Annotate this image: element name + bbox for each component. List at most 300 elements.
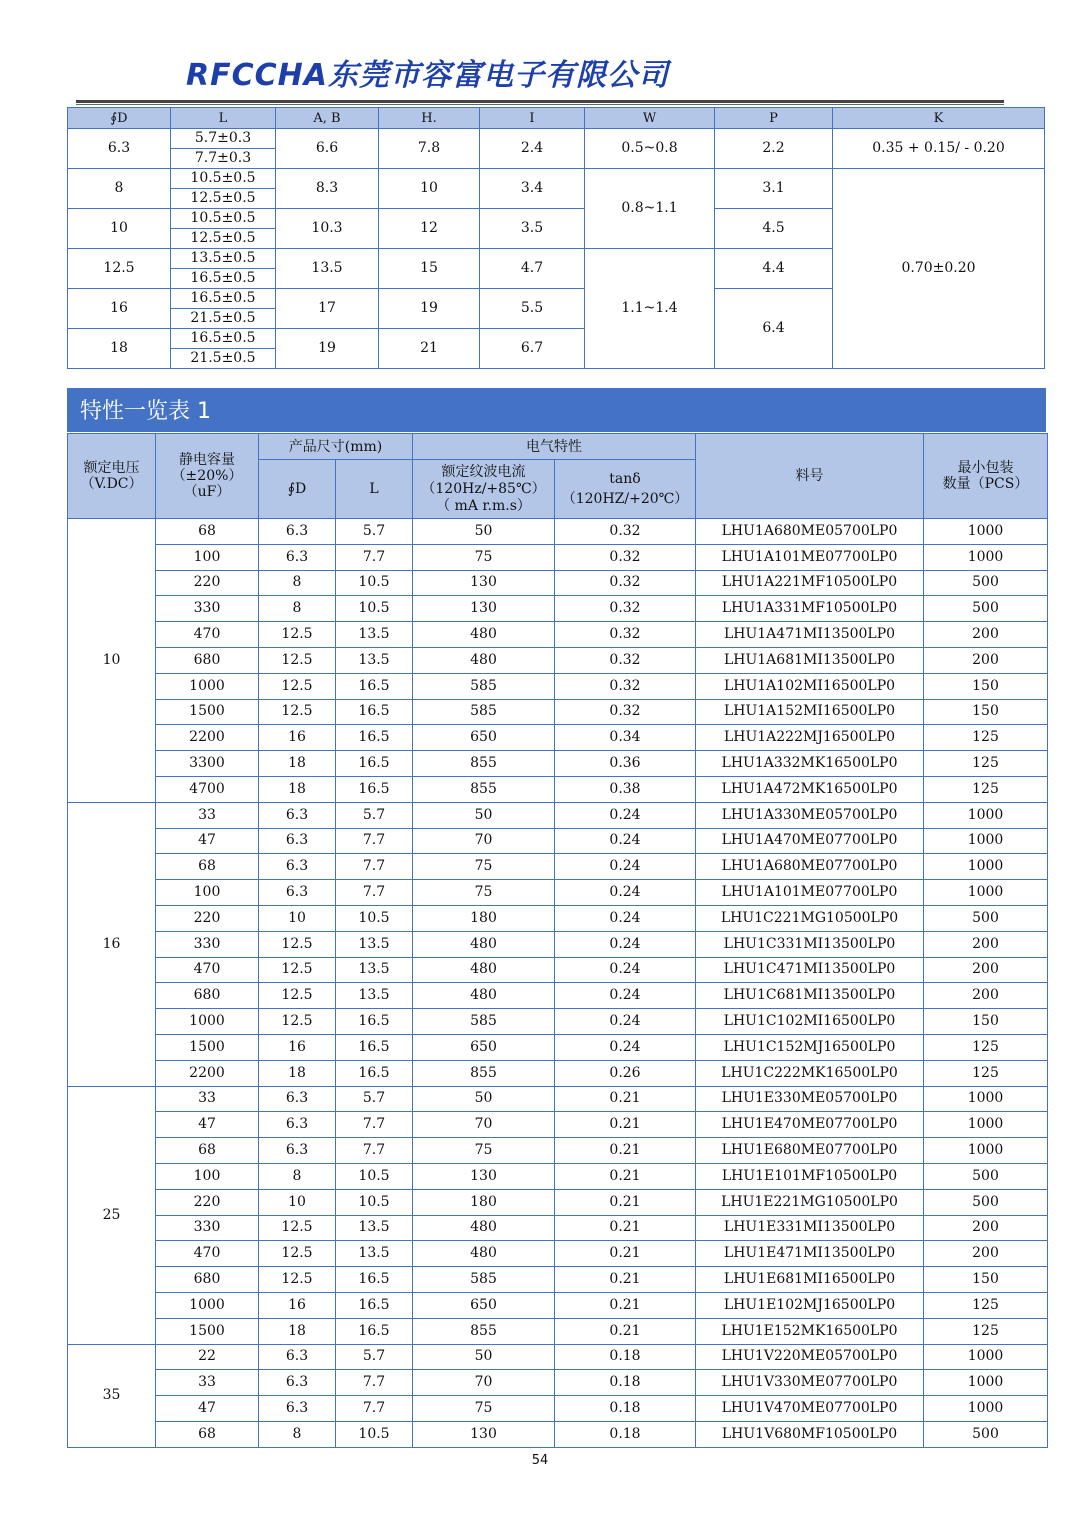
part-number-cell: LHU1E330ME05700LP0 xyxy=(696,1086,924,1112)
diameter-cell: 8 xyxy=(68,169,171,209)
pack-qty-cell: 500 xyxy=(924,1189,1048,1215)
table-row xyxy=(68,828,1048,854)
spec-body xyxy=(68,519,1048,1448)
i-cell: 2.4 xyxy=(480,129,585,169)
tan-cell: 0.24 xyxy=(555,1009,696,1035)
table-row xyxy=(68,1034,1048,1060)
part-number-cell: LHU1C681MI13500LP0 xyxy=(696,983,924,1009)
pack-qty-cell: 1000 xyxy=(924,880,1048,906)
table-row xyxy=(68,544,1048,570)
tan-cell: 0.21 xyxy=(555,1215,696,1241)
p-cell: 6.4 xyxy=(715,289,833,369)
tan-cell: 0.24 xyxy=(555,828,696,854)
diameter-cell: 12.5 xyxy=(68,249,171,289)
ripple-cell: 50 xyxy=(413,519,555,545)
pack-qty-cell: 1000 xyxy=(924,544,1048,570)
diameter-cell: 12.5 xyxy=(259,1241,336,1267)
ripple-cell: 585 xyxy=(413,1009,555,1035)
length-cell: 13.5 xyxy=(336,1241,413,1267)
length-cell: 5.7 xyxy=(336,1086,413,1112)
header-line: （±20%） xyxy=(171,468,243,484)
table-row xyxy=(68,1112,1048,1138)
capacitance-cell: 680 xyxy=(156,1267,259,1293)
ripple-cell: 70 xyxy=(413,1112,555,1138)
table-row xyxy=(68,1189,1048,1215)
length-cell: 16.5 xyxy=(336,1034,413,1060)
company-brand: RFCCHA东莞市容富电子有限公司 xyxy=(186,58,669,93)
capacitance-cell: 1000 xyxy=(156,673,259,699)
part-number-cell: LHU1A680ME05700LP0 xyxy=(696,519,924,545)
table-row xyxy=(68,1086,1048,1112)
header-line: 额定纹波电流 xyxy=(441,463,526,480)
pack-qty-cell: 200 xyxy=(924,622,1048,648)
w-cell: 0.8~1.1 xyxy=(585,169,715,249)
pack-qty-cell: 200 xyxy=(924,957,1048,983)
part-number-cell: LHU1E152MK16500LP0 xyxy=(696,1318,924,1344)
capacitance-cell: 33 xyxy=(156,1086,259,1112)
part-number-cell: LHU1E331MI13500LP0 xyxy=(696,1215,924,1241)
table-row xyxy=(68,1318,1048,1344)
length-cell: 16.5 xyxy=(336,1060,413,1086)
capacitance-cell: 470 xyxy=(156,622,259,648)
tan-cell: 0.24 xyxy=(555,880,696,906)
part-number-cell: LHU1A331MF10500LP0 xyxy=(696,596,924,622)
length-cell: 16.5 xyxy=(336,699,413,725)
length-cell: 5.7±0.3 xyxy=(171,129,276,149)
header-ripple xyxy=(413,460,555,519)
capacitance-cell: 220 xyxy=(156,1189,259,1215)
pack-qty-cell: 200 xyxy=(924,1215,1048,1241)
capacitance-cell: 1000 xyxy=(156,1009,259,1035)
part-number-cell: LHU1A681MI13500LP0 xyxy=(696,647,924,673)
page-number: 54 xyxy=(531,1453,549,1468)
part-number-cell: LHU1E680ME07700LP0 xyxy=(696,1138,924,1164)
ripple-cell: 70 xyxy=(413,828,555,854)
k-cell: 0.70±0.20 xyxy=(833,169,1045,369)
capacitance-cell: 1500 xyxy=(156,699,259,725)
diameter-cell: 6.3 xyxy=(259,880,336,906)
table-row xyxy=(68,1060,1048,1086)
header-cell: H. xyxy=(379,108,480,129)
h-cell: 19 xyxy=(379,289,480,329)
capacitance-cell: 330 xyxy=(156,1215,259,1241)
table-row xyxy=(68,725,1048,751)
pack-qty-cell: 500 xyxy=(924,1421,1048,1447)
table-row xyxy=(68,1009,1048,1035)
ripple-cell: 480 xyxy=(413,1215,555,1241)
ripple-cell: 650 xyxy=(413,725,555,751)
pack-qty-cell: 150 xyxy=(924,1009,1048,1035)
tan-cell: 0.24 xyxy=(555,854,696,880)
tan-cell: 0.24 xyxy=(555,1034,696,1060)
tan-cell: 0.32 xyxy=(555,647,696,673)
diameter-cell: 6.3 xyxy=(259,1370,336,1396)
pack-qty-cell: 200 xyxy=(924,931,1048,957)
table-row xyxy=(68,983,1048,1009)
ripple-cell: 480 xyxy=(413,983,555,1009)
pack-qty-cell: 1000 xyxy=(924,802,1048,828)
table-row xyxy=(68,957,1048,983)
ripple-cell: 585 xyxy=(413,673,555,699)
ripple-cell: 180 xyxy=(413,905,555,931)
header-electrical: 电气特性 xyxy=(413,434,696,460)
length-cell: 10.5 xyxy=(336,1163,413,1189)
length-cell: 13.5 xyxy=(336,983,413,1009)
ripple-cell: 70 xyxy=(413,1370,555,1396)
part-number-cell: LHU1V330ME07700LP0 xyxy=(696,1370,924,1396)
diameter-cell: 18 xyxy=(259,751,336,777)
ripple-cell: 855 xyxy=(413,1060,555,1086)
part-number-cell: LHU1C331MI13500LP0 xyxy=(696,931,924,957)
diameter-cell: 18 xyxy=(68,329,171,369)
table-row xyxy=(68,1163,1048,1189)
length-cell: 13.5 xyxy=(336,957,413,983)
diameter-cell: 6.3 xyxy=(259,519,336,545)
ripple-cell: 855 xyxy=(413,1318,555,1344)
header-size-l: L xyxy=(336,460,413,519)
part-number-cell: LHU1V680MF10500LP0 xyxy=(696,1421,924,1447)
diameter-cell: 12.5 xyxy=(259,957,336,983)
diameter-cell: 16 xyxy=(259,1292,336,1318)
length-cell: 13.5 xyxy=(336,647,413,673)
spec-table xyxy=(67,433,1048,1448)
tan-cell: 0.18 xyxy=(555,1344,696,1370)
pack-qty-cell: 1000 xyxy=(924,1138,1048,1164)
capacitance-cell: 4700 xyxy=(156,776,259,802)
diameter-cell: 12.5 xyxy=(259,622,336,648)
length-cell: 7.7±0.3 xyxy=(171,149,276,169)
diameter-cell: 8 xyxy=(259,1163,336,1189)
capacitance-cell: 470 xyxy=(156,957,259,983)
w-cell: 0.5~0.8 xyxy=(585,129,715,169)
ripple-cell: 50 xyxy=(413,1344,555,1370)
ab-cell: 8.3 xyxy=(276,169,379,209)
diameter-cell: 6.3 xyxy=(259,1344,336,1370)
header-line: （120Hz/+85℃） xyxy=(421,480,546,497)
length-cell: 10.5 xyxy=(336,905,413,931)
length-cell: 10.5 xyxy=(336,1189,413,1215)
table-row xyxy=(68,1138,1048,1164)
h-cell: 10 xyxy=(379,169,480,209)
table-row xyxy=(68,1344,1048,1370)
diameter-cell: 12.5 xyxy=(259,699,336,725)
header-cell: P xyxy=(715,108,833,129)
ripple-cell: 480 xyxy=(413,957,555,983)
part-number-cell: LHU1E221MG10500LP0 xyxy=(696,1189,924,1215)
h-cell: 15 xyxy=(379,249,480,289)
ripple-cell: 50 xyxy=(413,802,555,828)
diameter-cell: 8 xyxy=(259,596,336,622)
part-number-cell: LHU1E681MI16500LP0 xyxy=(696,1267,924,1293)
tan-cell: 0.21 xyxy=(555,1163,696,1189)
length-cell: 10.5±0.5 xyxy=(171,169,276,189)
table-row xyxy=(68,802,1048,828)
part-number-cell: LHU1A680ME07700LP0 xyxy=(696,854,924,880)
part-number-cell: LHU1E102MJ16500LP0 xyxy=(696,1292,924,1318)
tan-cell: 0.32 xyxy=(555,622,696,648)
length-cell: 7.7 xyxy=(336,544,413,570)
pack-qty-cell: 1000 xyxy=(924,1344,1048,1370)
length-cell: 21.5±0.5 xyxy=(171,309,276,329)
capacitance-cell: 2200 xyxy=(156,1060,259,1086)
voltage-cell: 10 xyxy=(68,519,156,803)
length-cell: 21.5±0.5 xyxy=(171,349,276,369)
table-row xyxy=(68,1215,1048,1241)
length-cell: 16.5 xyxy=(336,776,413,802)
length-cell: 13.5 xyxy=(336,931,413,957)
capacitance-cell: 470 xyxy=(156,1241,259,1267)
tan-cell: 0.32 xyxy=(555,699,696,725)
diameter-cell: 10 xyxy=(68,209,171,249)
ripple-cell: 130 xyxy=(413,596,555,622)
ripple-cell: 75 xyxy=(413,1396,555,1422)
header-line: tanδ xyxy=(609,471,641,487)
voltage-cell: 16 xyxy=(68,802,156,1086)
table-row xyxy=(68,647,1048,673)
tan-cell: 0.21 xyxy=(555,1241,696,1267)
p-cell: 4.4 xyxy=(715,249,833,289)
diameter-cell: 6.3 xyxy=(259,1086,336,1112)
tan-cell: 0.24 xyxy=(555,802,696,828)
length-cell: 16.5±0.5 xyxy=(171,329,276,349)
section-title-band xyxy=(67,388,1046,432)
ab-cell: 13.5 xyxy=(276,249,379,289)
part-number-cell: LHU1V470ME07700LP0 xyxy=(696,1396,924,1422)
part-number-cell: LHU1A222MJ16500LP0 xyxy=(696,725,924,751)
ripple-cell: 130 xyxy=(413,1421,555,1447)
ab-cell: 17 xyxy=(276,289,379,329)
pack-qty-cell: 1000 xyxy=(924,1370,1048,1396)
diameter-cell: 8 xyxy=(259,1421,336,1447)
part-number-cell: LHU1A470ME07700LP0 xyxy=(696,828,924,854)
part-number-cell: LHU1A330ME05700LP0 xyxy=(696,802,924,828)
diameter-cell: 6.3 xyxy=(259,802,336,828)
length-cell: 12.5±0.5 xyxy=(171,229,276,249)
table-row xyxy=(68,673,1048,699)
header-part: 料号 xyxy=(696,434,924,519)
p-cell: 3.1 xyxy=(715,169,833,209)
header-voltage xyxy=(68,434,156,519)
capacitance-cell: 330 xyxy=(156,931,259,957)
header-line: （V.DC） xyxy=(80,476,143,492)
pack-qty-cell: 200 xyxy=(924,647,1048,673)
length-cell: 16.5 xyxy=(336,1318,413,1344)
length-cell: 5.7 xyxy=(336,519,413,545)
capacitance-cell: 2200 xyxy=(156,725,259,751)
part-number-cell: LHU1A101ME07700LP0 xyxy=(696,544,924,570)
diameter-cell: 8 xyxy=(259,570,336,596)
tan-cell: 0.32 xyxy=(555,673,696,699)
pack-qty-cell: 125 xyxy=(924,751,1048,777)
table-row xyxy=(68,880,1048,906)
diameter-cell: 12.5 xyxy=(259,647,336,673)
length-cell: 16.5 xyxy=(336,673,413,699)
table-row xyxy=(68,699,1048,725)
header-line: 最小包装 xyxy=(957,460,1014,476)
table-row xyxy=(68,169,1045,189)
diameter-cell: 12.5 xyxy=(259,1009,336,1035)
part-number-cell: LHU1A152MI16500LP0 xyxy=(696,699,924,725)
ripple-cell: 855 xyxy=(413,751,555,777)
diameter-cell: 6.3 xyxy=(68,129,171,169)
length-cell: 12.5±0.5 xyxy=(171,189,276,209)
pack-qty-cell: 1000 xyxy=(924,519,1048,545)
pack-qty-cell: 200 xyxy=(924,983,1048,1009)
header-cell: A, B xyxy=(276,108,379,129)
tan-cell: 0.32 xyxy=(555,596,696,622)
dimension-header-row xyxy=(68,108,1045,129)
capacitance-cell: 220 xyxy=(156,570,259,596)
tan-cell: 0.21 xyxy=(555,1086,696,1112)
capacitance-cell: 3300 xyxy=(156,751,259,777)
header-line: 静电容量 xyxy=(179,452,235,468)
length-cell: 7.7 xyxy=(336,828,413,854)
pack-qty-cell: 1000 xyxy=(924,1396,1048,1422)
length-cell: 16.5 xyxy=(336,1267,413,1293)
pack-qty-cell: 150 xyxy=(924,1267,1048,1293)
capacitance-cell: 330 xyxy=(156,596,259,622)
part-number-cell: LHU1C102MI16500LP0 xyxy=(696,1009,924,1035)
capacitance-cell: 1000 xyxy=(156,1292,259,1318)
capacitance-cell: 100 xyxy=(156,544,259,570)
part-number-cell: LHU1C471MI13500LP0 xyxy=(696,957,924,983)
length-cell: 7.7 xyxy=(336,1138,413,1164)
capacitance-cell: 22 xyxy=(156,1344,259,1370)
h-cell: 7.8 xyxy=(379,129,480,169)
tan-cell: 0.21 xyxy=(555,1267,696,1293)
table-row xyxy=(68,905,1048,931)
tan-cell: 0.21 xyxy=(555,1292,696,1318)
tan-cell: 0.21 xyxy=(555,1189,696,1215)
header-cell: W xyxy=(585,108,715,129)
table-row xyxy=(68,1396,1048,1422)
header-cell: K xyxy=(833,108,1045,129)
k-cell: 0.35 + 0.15/ - 0.20 xyxy=(833,129,1045,169)
section-title: 特性一览表 1 xyxy=(80,399,211,424)
ripple-cell: 75 xyxy=(413,854,555,880)
header-size-d: ∮D xyxy=(259,460,336,519)
table-row xyxy=(68,519,1048,545)
length-cell: 16.5 xyxy=(336,1292,413,1318)
i-cell: 4.7 xyxy=(480,249,585,289)
pack-qty-cell: 200 xyxy=(924,1241,1048,1267)
h-cell: 12 xyxy=(379,209,480,249)
diameter-cell: 10 xyxy=(259,1189,336,1215)
table-row xyxy=(68,1241,1048,1267)
length-cell: 16.5 xyxy=(336,751,413,777)
ripple-cell: 75 xyxy=(413,1138,555,1164)
part-number-cell: LHU1A101ME07700LP0 xyxy=(696,880,924,906)
diameter-cell: 6.3 xyxy=(259,1396,336,1422)
length-cell: 10.5 xyxy=(336,1421,413,1447)
ripple-cell: 650 xyxy=(413,1034,555,1060)
length-cell: 7.7 xyxy=(336,1396,413,1422)
diameter-cell: 12.5 xyxy=(259,931,336,957)
diameter-cell: 18 xyxy=(259,1060,336,1086)
ripple-cell: 585 xyxy=(413,1267,555,1293)
header-line: 数量（PCS） xyxy=(942,476,1029,492)
pack-qty-cell: 500 xyxy=(924,905,1048,931)
tan-cell: 0.32 xyxy=(555,570,696,596)
tan-cell: 0.18 xyxy=(555,1370,696,1396)
tan-cell: 0.24 xyxy=(555,931,696,957)
tan-cell: 0.26 xyxy=(555,1060,696,1086)
capacitance-cell: 33 xyxy=(156,1370,259,1396)
pack-qty-cell: 150 xyxy=(924,699,1048,725)
header-cell: L xyxy=(171,108,276,129)
length-cell: 13.5 xyxy=(336,622,413,648)
length-cell: 7.7 xyxy=(336,1370,413,1396)
header-size: 产品尺寸(mm) xyxy=(259,434,413,460)
pack-qty-cell: 125 xyxy=(924,1034,1048,1060)
header-line: 额定电压 xyxy=(83,460,140,476)
ripple-cell: 480 xyxy=(413,647,555,673)
table-row xyxy=(68,596,1048,622)
tan-cell: 0.18 xyxy=(555,1421,696,1447)
tan-cell: 0.34 xyxy=(555,725,696,751)
ripple-cell: 480 xyxy=(413,622,555,648)
pack-qty-cell: 1000 xyxy=(924,1086,1048,1112)
p-cell: 4.5 xyxy=(715,209,833,249)
diameter-cell: 18 xyxy=(259,1318,336,1344)
i-cell: 5.5 xyxy=(480,289,585,329)
part-number-cell: LHU1A472MK16500LP0 xyxy=(696,776,924,802)
tan-cell: 0.24 xyxy=(555,905,696,931)
header-cell: ∮D xyxy=(68,108,171,129)
ripple-cell: 480 xyxy=(413,931,555,957)
header-rule xyxy=(76,100,1004,103)
ripple-cell: 855 xyxy=(413,776,555,802)
part-number-cell: LHU1V220ME05700LP0 xyxy=(696,1344,924,1370)
pack-qty-cell: 125 xyxy=(924,1318,1048,1344)
table-row xyxy=(68,931,1048,957)
part-number-cell: LHU1C221MG10500LP0 xyxy=(696,905,924,931)
part-number-cell: LHU1A332MK16500LP0 xyxy=(696,751,924,777)
capacitance-cell: 1500 xyxy=(156,1034,259,1060)
header-line: （ mA r.m.s） xyxy=(436,497,531,514)
diameter-cell: 16 xyxy=(259,725,336,751)
ripple-cell: 650 xyxy=(413,1292,555,1318)
capacitance-cell: 68 xyxy=(156,854,259,880)
length-cell: 16.5±0.5 xyxy=(171,269,276,289)
diameter-cell: 16 xyxy=(259,1034,336,1060)
i-cell: 3.4 xyxy=(480,169,585,209)
dimension-table xyxy=(67,107,1045,369)
part-number-cell: LHU1E470ME07700LP0 xyxy=(696,1112,924,1138)
diameter-cell: 12.5 xyxy=(259,673,336,699)
table-row xyxy=(68,751,1048,777)
ab-cell: 6.6 xyxy=(276,129,379,169)
pack-qty-cell: 125 xyxy=(924,1060,1048,1086)
header-rule-thin xyxy=(76,104,1004,105)
diameter-cell: 12.5 xyxy=(259,1267,336,1293)
table-row xyxy=(68,129,1045,149)
part-number-cell: LHU1C152MJ16500LP0 xyxy=(696,1034,924,1060)
ripple-cell: 480 xyxy=(413,1241,555,1267)
header-cell: I xyxy=(480,108,585,129)
capacitance-cell: 220 xyxy=(156,905,259,931)
table-row xyxy=(68,1370,1048,1396)
ripple-cell: 130 xyxy=(413,570,555,596)
ripple-cell: 75 xyxy=(413,880,555,906)
diameter-cell: 12.5 xyxy=(259,983,336,1009)
ab-cell: 10.3 xyxy=(276,209,379,249)
header-tan xyxy=(555,460,696,519)
table-row xyxy=(68,1267,1048,1293)
length-cell: 5.7 xyxy=(336,802,413,828)
ripple-cell: 75 xyxy=(413,544,555,570)
diameter-cell: 12.5 xyxy=(259,1215,336,1241)
